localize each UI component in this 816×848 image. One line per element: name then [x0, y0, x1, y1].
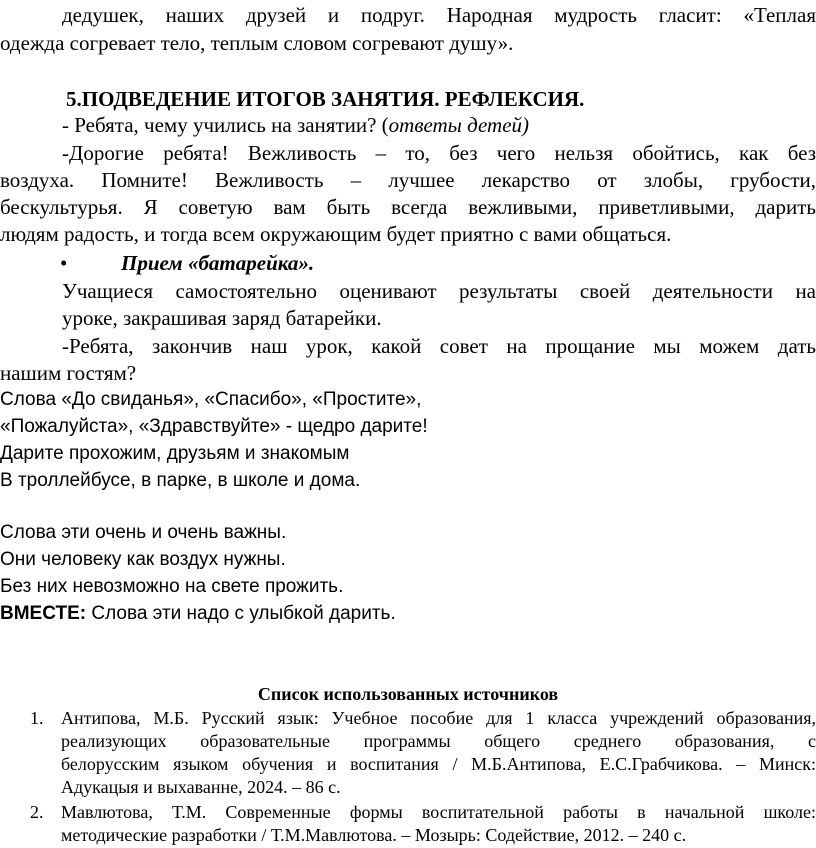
- bullet-title: Прием «батарейка».: [121, 251, 315, 275]
- source-number: 2.: [30, 802, 44, 822]
- together-label: ВМЕСТЕ:: [0, 603, 87, 624]
- together-text: Слова эти надо с улыбкой дарить.: [86, 603, 396, 624]
- paragraph-line: людям радость, и тогда всем окружающим будет приятно с вами общаться.: [0, 222, 672, 246]
- poem-line: Они человеку как воздух нужны.: [0, 549, 286, 570]
- paragraph-line: -Дорогие ребята! Вежливость – то, без чего нельзя обойтись, как без: [62, 141, 816, 165]
- source-number: 1.: [30, 708, 44, 728]
- source-line: белорусским языком обучения и воспитания / М.Б.Антипова, Е.С.Грабчикова. – Минск:: [61, 754, 816, 774]
- poem-line: Без них невозможно на свете прожить.: [0, 576, 344, 597]
- question-line: [62, 112, 816, 138]
- source-line: Мавлютова, Т.М. Современные формы воспитательной работы в начальной школе:: [61, 802, 816, 822]
- section-heading: 5.ПОДВЕДЕНИЕ ИТОГОВ ЗАНЯТИЯ. РЕФЛЕКСИЯ.: [66, 87, 585, 111]
- bullet-text-line: Учащиеся самостоятельно оценивают результаты своей деятельности на: [62, 279, 816, 303]
- question-text: - Ребята, чему учились на занятии? (: [62, 113, 389, 137]
- poem-line: Дарите прохожим, друзьям и знакомым: [0, 443, 350, 464]
- source-line: реализующих образовательные программы общего среднего образования, с: [61, 731, 816, 751]
- bullet-text-line: уроке, закрашивая заряд батарейки.: [62, 306, 382, 330]
- paragraph-line: -Ребята, закончив наш урок, какой совет на прощание мы можем дать: [62, 334, 816, 358]
- poem-line: Слова «До свиданья», «Спасибо», «Простите»,: [0, 389, 422, 410]
- paragraph-line: одежда согревает тело, теплым словом согревают душу».: [0, 31, 514, 55]
- source-line: Антипова, М.Б. Русский язык: Учебное пособие для 1 класса учреждений образования,: [61, 708, 816, 728]
- source-line: Адукацыя и выхаванне, 2024. – 86 с.: [61, 777, 341, 797]
- sources-title: Список использованных источников: [257, 684, 559, 704]
- paragraph-line: воздуха. Помните! Вежливость – лучшее лекарство от злобы, грубости,: [0, 168, 816, 192]
- poem-line: В троллейбусе, в парке, в школе и дома.: [0, 470, 361, 491]
- poem-line: Слова эти очень и очень важны.: [0, 522, 287, 543]
- question-answer-note: ответы детей): [388, 113, 530, 137]
- paragraph-line: дедушек, наших друзей и подруг. Народная мудрость гласит: «Теплая: [62, 3, 816, 27]
- source-line: методические разработки / Т.М.Мавлютова. – Мозырь: Содействие, 2012. – 240 с.: [61, 825, 687, 845]
- poem-final-line: [0, 601, 816, 627]
- poem-line: «Пожалуйста», «Здравствуйте» - щедро дарите!: [0, 416, 428, 437]
- paragraph-line: нашим гостям?: [0, 361, 137, 385]
- bullet-symbol: •: [60, 251, 68, 275]
- paragraph-line: бескультурья. Я советую вам быть всегда вежливыми, приветливыми, дарить: [0, 195, 816, 219]
